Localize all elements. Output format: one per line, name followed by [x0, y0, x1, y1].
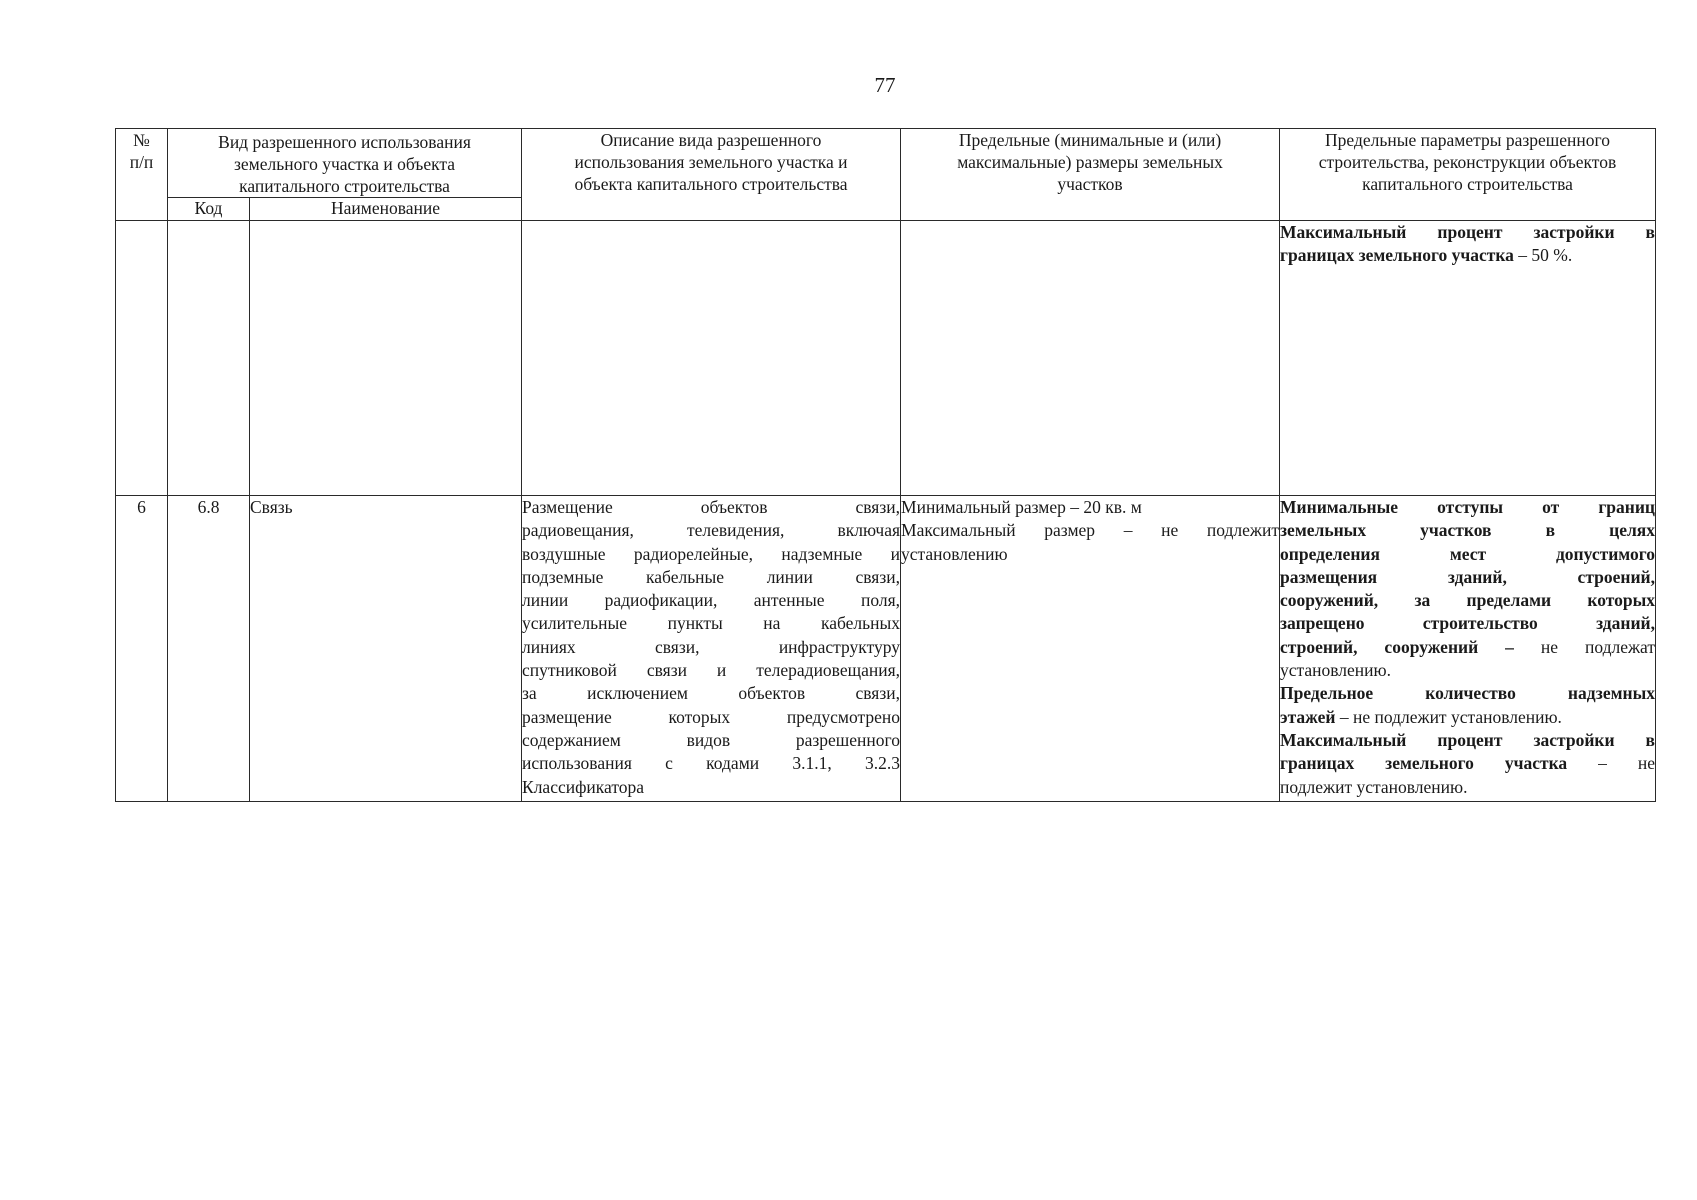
cell-code: [168, 221, 250, 496]
cell-sizes: [901, 221, 1280, 496]
header-name: Наименование: [250, 198, 522, 221]
cell-num: [116, 221, 168, 496]
header-plot-sizes: Предельные (минимальные и (или) максимальные) размеры земельных участков: [901, 129, 1280, 221]
cell-params: Максимальный процент застройки в границах земельного участка – 50 %.: [1280, 221, 1656, 496]
header-num: № п/п: [116, 129, 168, 221]
page-number: 77: [874, 73, 896, 97]
header-description: Описание вида разрешенного использования земельного участка и объекта капитального строительства: [522, 129, 901, 221]
cell-num: 6: [116, 496, 168, 802]
cell-params: Минимальные отступы от границ земельных участков в целях определения мест допустимого размещения зданий, строений, сооружений, за пределами которых запрещено строительство зданий, строений, сооружений – не подлежат установлению. Предельное количество надземных этажей – не подлежит установлению. Максимальный процент застройки в границах земельного участка – не подлежит установлению.: [1280, 496, 1656, 802]
header-construction-params: Предельные параметры разрешенного строительства, реконструкции объектов капитального строительства: [1280, 129, 1656, 221]
table-row: [116, 496, 1656, 802]
table-row-continuation: [116, 221, 1656, 496]
cell-name: Связь: [250, 496, 522, 802]
cell-description: Размещение объектов связи, радиовещания, телевидения, включая воздушные радиорелейные, надземные и подземные кабельные линии связи, линии радиофикации, антенные поля, усилительные пункты на кабельных линиях связи, инфраструктуру спутниковой связи и телерадиовещания, за исключением объектов связи, размещение которых предусмотрено содержанием видов разрешенного использования с кодами 3.1.1, 3.2.3 Классификатора: [522, 496, 901, 802]
cell-sizes: Минимальный размер – 20 кв. м Максимальный размер – не подлежит установлению: [901, 496, 1280, 802]
header-permitted-use-group: Вид разрешенного использования земельного участка и объекта капитального строительства: [168, 129, 522, 198]
cell-description: [522, 221, 901, 496]
cell-code: 6.8: [168, 496, 250, 802]
cell-name: [250, 221, 522, 496]
header-code: Код: [168, 198, 250, 221]
land-use-regulations-table: [115, 128, 1656, 802]
